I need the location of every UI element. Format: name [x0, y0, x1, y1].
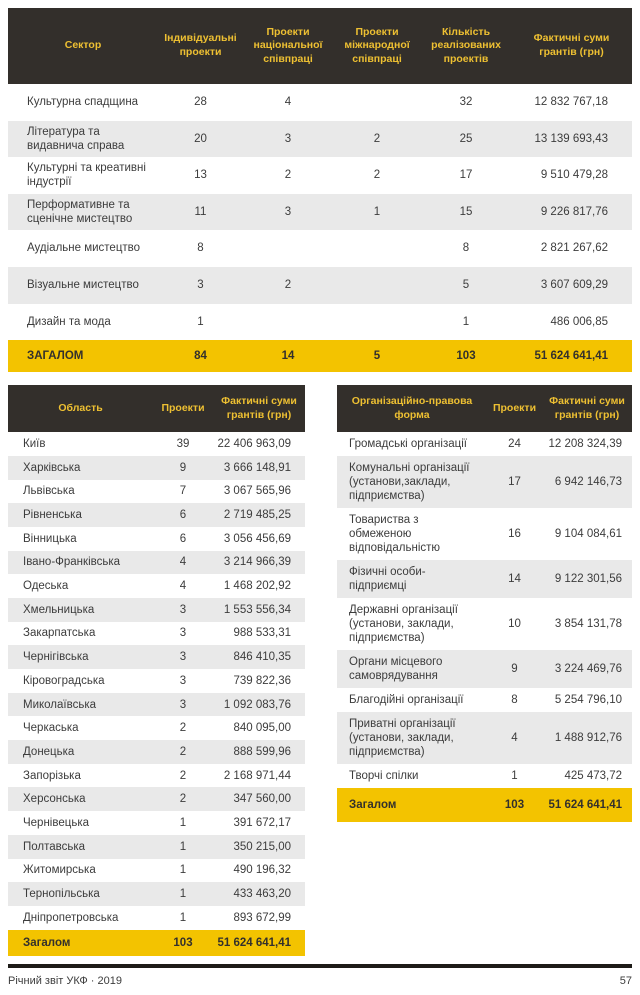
grant-amount-cell: 739 822,36: [233, 674, 291, 687]
sector-grants-table: [8, 8, 632, 372]
sector-total-row: [8, 340, 632, 372]
table-row: [337, 712, 632, 764]
table-row: [337, 560, 632, 598]
international-projects-cell: 1: [333, 194, 421, 231]
sector-name-cell: Література та видавнича справа: [8, 121, 158, 158]
grant-amount-cell: 2 719 485,25: [213, 503, 305, 527]
table-row: [8, 194, 632, 231]
table-row: [8, 480, 305, 504]
international-projects-cell: 2: [373, 169, 381, 182]
org-form-name-cell: Товариства з обмеженою відповідальністю: [349, 514, 441, 555]
region-name-cell: Донецька: [8, 740, 153, 764]
grant-amount-cell: 3 607 609,29: [511, 267, 632, 304]
grant-amount-cell: 893 672,99: [233, 911, 291, 924]
projects-count-cell: 39: [176, 437, 190, 450]
projects-count-cell: 6: [153, 503, 213, 527]
total-label: ЗАГАЛОМ: [8, 340, 158, 372]
projects-count-cell: 3: [179, 674, 187, 687]
table-row: [8, 811, 305, 835]
table-row: [8, 693, 305, 717]
grant-amount-cell: 12 208 324,39: [548, 438, 622, 451]
projects-count-cell: 2: [153, 787, 213, 811]
table-row: [8, 456, 305, 480]
region-name-cell: Тернопільська: [8, 882, 153, 906]
total-label: Загалом: [8, 930, 153, 956]
table-row: [8, 598, 305, 622]
column-header-org-form: Організаційно-правова форма: [337, 385, 487, 432]
projects-count-cell: 1: [153, 835, 213, 859]
projects-count-cell: 1: [153, 882, 213, 906]
table-row: [8, 787, 305, 811]
projects-count-cell: 7: [179, 485, 187, 498]
grant-amount-cell: 846 410,35: [213, 645, 305, 669]
org-form-name-cell: Благодійні організації: [349, 694, 464, 707]
column-header-grant-amount: Фактичні суми грантів (грн): [542, 385, 632, 432]
column-header-implemented-count: Кількість реалізованих проектів: [421, 8, 511, 84]
org-total-row: [337, 788, 632, 822]
projects-count-cell: 9: [487, 650, 542, 688]
total-label: Загалом: [337, 788, 487, 822]
individual-projects-cell: 11: [158, 194, 243, 231]
grant-amount-cell: 12 832 767,18: [534, 96, 608, 109]
table-row: [8, 716, 305, 740]
bottom-tables-section: [8, 385, 632, 955]
national-projects-cell: 4: [284, 96, 292, 109]
national-projects-cell: 2: [243, 267, 333, 304]
footer-divider: [8, 964, 632, 968]
implemented-count-cell: 25: [421, 121, 511, 158]
region-name-cell: Чернігівська: [8, 645, 153, 669]
international-projects-cell: [333, 304, 421, 341]
column-header-national-projects: Проекти національної співпраці: [243, 8, 333, 84]
table-row: [8, 622, 305, 646]
total-national-projects: 14: [243, 340, 333, 372]
projects-count-cell: 3: [179, 627, 187, 640]
table-row: [337, 432, 632, 456]
table-row: [8, 84, 632, 121]
projects-count-cell: 2: [179, 769, 187, 782]
grant-amount-cell: 486 006,85: [550, 315, 608, 328]
projects-count-cell: 14: [487, 560, 542, 598]
org-form-name-cell: Комунальні організації (установи,заклади, підприємства): [337, 456, 487, 508]
grant-amount-cell: 9 226 817,76: [511, 194, 632, 231]
grant-amount-cell: 888 599,96: [213, 740, 305, 764]
grant-amount-cell: 3 224 469,76: [542, 650, 632, 688]
sector-name-cell: Аудіальне мистецтво: [27, 242, 141, 255]
table-row: [8, 669, 305, 693]
sector-name-cell: Дизайн та мода: [27, 315, 111, 328]
table-row: [337, 688, 632, 712]
grant-amount-cell: 3 067 565,96: [223, 485, 291, 498]
projects-count-cell: 1: [511, 770, 518, 783]
total-individual-projects: 84: [158, 340, 243, 372]
table-row: [8, 503, 305, 527]
table-row: [337, 456, 632, 508]
projects-count-cell: 6: [179, 532, 187, 545]
column-header-grant-amount: Фактичні суми грантів (грн): [511, 8, 632, 84]
sector-table-body: [8, 84, 632, 340]
grant-amount-cell: 840 095,00: [233, 722, 291, 735]
grant-amount-cell: 2 821 267,62: [540, 242, 608, 255]
implemented-count-cell: 15: [421, 194, 511, 231]
sector-name-cell: Культурна спадщина: [27, 96, 139, 109]
org-form-name-cell: Громадські організації: [349, 438, 467, 451]
table-row: [337, 598, 632, 650]
grant-amount-cell: 3 214 966,39: [213, 551, 305, 575]
grant-amount-cell: 1 488 912,76: [542, 712, 632, 764]
projects-count-cell: 9: [153, 456, 213, 480]
table-row: [8, 835, 305, 859]
individual-projects-cell: 3: [158, 267, 243, 304]
table-row: [8, 906, 305, 930]
table-row: [8, 527, 305, 551]
individual-projects-cell: 13: [194, 169, 207, 182]
region-name-cell: Одеська: [23, 580, 69, 593]
projects-count-cell: 17: [487, 456, 542, 508]
total-grant-amount: 51 624 641,41: [542, 788, 632, 822]
region-name-cell: Рівненська: [8, 503, 153, 527]
region-table-body: [8, 432, 305, 929]
individual-projects-cell: 1: [197, 315, 204, 328]
grant-amount-cell: 6 942 146,73: [542, 456, 632, 508]
table-row: [8, 574, 305, 598]
national-projects-cell: [243, 304, 333, 341]
footer-page-number: 57: [619, 975, 632, 987]
table-row: [337, 508, 632, 560]
projects-count-cell: 1: [179, 816, 187, 829]
grant-amount-cell: 13 139 693,43: [511, 121, 632, 158]
table-row: [8, 304, 632, 341]
grant-amount-cell: 9 510 479,28: [540, 169, 608, 182]
sector-name-cell: Культурні та креативні індустрії: [27, 162, 146, 189]
national-projects-cell: 2: [284, 169, 292, 182]
total-international-projects: 5: [333, 340, 421, 372]
page-footer: [8, 975, 632, 987]
grant-amount-cell: 2 168 971,44: [223, 769, 291, 782]
region-name-cell: Хмельницька: [8, 598, 153, 622]
table-row: [337, 650, 632, 688]
grant-amount-cell: 391 672,17: [233, 816, 291, 829]
region-name-cell: Дніпропетровська: [23, 911, 119, 924]
org-table-header-row: [337, 385, 632, 432]
projects-count-cell: 1: [179, 864, 187, 877]
table-row: [337, 764, 632, 788]
projects-count-cell: 24: [508, 438, 521, 451]
individual-projects-cell: 28: [194, 96, 207, 109]
region-name-cell: Київ: [23, 437, 46, 450]
region-name-cell: Закарпатська: [23, 627, 96, 640]
projects-count-cell: 4: [179, 580, 187, 593]
international-projects-cell: [333, 230, 421, 267]
projects-count-cell: 3: [153, 645, 213, 669]
grant-amount-cell: 350 215,00: [213, 835, 305, 859]
projects-count-cell: 16: [508, 528, 521, 541]
region-name-cell: Львівська: [23, 485, 75, 498]
org-form-name-cell: Фізичні особи-підприємці: [337, 560, 487, 598]
grant-amount-cell: 490 196,32: [233, 864, 291, 877]
table-row: [8, 740, 305, 764]
grant-amount-cell: 1 553 556,34: [213, 598, 305, 622]
column-header-region: Область: [8, 385, 153, 432]
total-grant-amount: 51 624 641,41: [213, 930, 305, 956]
grant-amount-cell: 347 560,00: [213, 787, 305, 811]
grant-amount-cell: 9 122 301,56: [542, 560, 632, 598]
region-name-cell: Харківська: [8, 456, 153, 480]
projects-count-cell: 4: [487, 712, 542, 764]
international-projects-cell: [333, 267, 421, 304]
grant-amount-cell: 3 666 148,91: [213, 456, 305, 480]
sector-table-header-row: [8, 8, 632, 84]
projects-count-cell: 10: [508, 618, 521, 631]
org-form-name-cell: Органи місцевого самоврядування: [337, 650, 487, 688]
org-table-body: [337, 432, 632, 788]
table-row: [8, 432, 305, 456]
column-header-projects: Проекти: [487, 385, 542, 432]
region-name-cell: Івано-Франківська: [8, 551, 153, 575]
implemented-count-cell: 32: [459, 96, 473, 109]
table-row: [8, 882, 305, 906]
region-name-cell: Черкаська: [23, 722, 79, 735]
org-form-name-cell: Державні організації (установи, заклади, підприємства): [349, 604, 458, 645]
table-row: [8, 859, 305, 883]
projects-count-cell: 3: [153, 693, 213, 717]
table-row: [8, 230, 632, 267]
projects-count-cell: 3: [153, 598, 213, 622]
org-form-grants-table: [337, 385, 632, 822]
region-name-cell: Миколаївська: [8, 693, 153, 717]
grant-amount-cell: 3 056 456,69: [223, 532, 291, 545]
grant-amount-cell: 9 104 084,61: [554, 528, 622, 541]
table-row: [8, 267, 632, 304]
grant-amount-cell: 3 854 131,78: [554, 618, 622, 631]
total-projects-count: 103: [487, 788, 542, 822]
grant-amount-cell: 433 463,20: [213, 882, 305, 906]
national-projects-cell: [243, 230, 333, 267]
column-header-individual-projects: Індивідуальні проекти: [158, 8, 243, 84]
table-row: [8, 551, 305, 575]
projects-count-cell: 2: [179, 722, 187, 735]
table-row: [8, 645, 305, 669]
implemented-count-cell: 5: [421, 267, 511, 304]
region-name-cell: Житомирська: [23, 864, 96, 877]
org-form-name-cell: Приватні організації (установи, заклади, підприємства): [337, 712, 487, 764]
international-projects-cell: 2: [333, 121, 421, 158]
implemented-count-cell: 1: [462, 315, 470, 328]
projects-count-cell: 1: [179, 911, 187, 924]
table-row: [8, 157, 632, 194]
table-row: [8, 764, 305, 788]
individual-projects-cell: 8: [197, 242, 204, 255]
region-table-header-row: [8, 385, 305, 432]
grant-amount-cell: 22 406 963,09: [217, 437, 291, 450]
table-row: [8, 121, 632, 158]
org-form-name-cell: Творчі спілки: [349, 770, 419, 783]
grant-amount-cell: 988 533,31: [233, 627, 291, 640]
international-projects-cell: [333, 84, 421, 121]
implemented-count-cell: 8: [462, 242, 470, 255]
region-name-cell: Запорізька: [23, 769, 81, 782]
individual-projects-cell: 20: [158, 121, 243, 158]
total-grant-amount: 51 624 641,41: [511, 340, 632, 372]
projects-count-cell: 2: [153, 740, 213, 764]
grant-amount-cell: 5 254 796,10: [554, 694, 622, 707]
column-header-grant-amount: Фактичні суми грантів (грн): [213, 385, 305, 432]
region-grants-table: [8, 385, 305, 955]
column-header-international-projects: Проекти міжнародної співпраці: [333, 8, 421, 84]
national-projects-cell: 3: [243, 194, 333, 231]
column-header-projects: Проекти: [153, 385, 213, 432]
column-header-sector: Сектор: [8, 8, 158, 84]
region-name-cell: Кіровоградська: [23, 674, 105, 687]
region-name-cell: Вінницька: [23, 532, 77, 545]
region-name-cell: Чернівецька: [23, 816, 89, 829]
footer-report-title: Річний звіт УКФ · 2019: [8, 975, 122, 987]
projects-count-cell: 4: [153, 551, 213, 575]
implemented-count-cell: 17: [459, 169, 473, 182]
national-projects-cell: 3: [243, 121, 333, 158]
grant-amount-cell: 1 468 202,92: [223, 580, 291, 593]
region-name-cell: Полтавська: [8, 835, 153, 859]
grant-amount-cell: 1 092 083,76: [213, 693, 305, 717]
region-name-cell: Херсонська: [8, 787, 153, 811]
sector-name-cell: Візуальне мистецтво: [8, 267, 158, 304]
total-implemented-count: 103: [421, 340, 511, 372]
projects-count-cell: 8: [511, 694, 518, 707]
sector-name-cell: Перформативне та сценічне мистецтво: [8, 194, 158, 231]
region-total-row: [8, 930, 305, 956]
total-projects-count: 103: [153, 930, 213, 956]
grant-amount-cell: 425 473,72: [564, 770, 622, 783]
